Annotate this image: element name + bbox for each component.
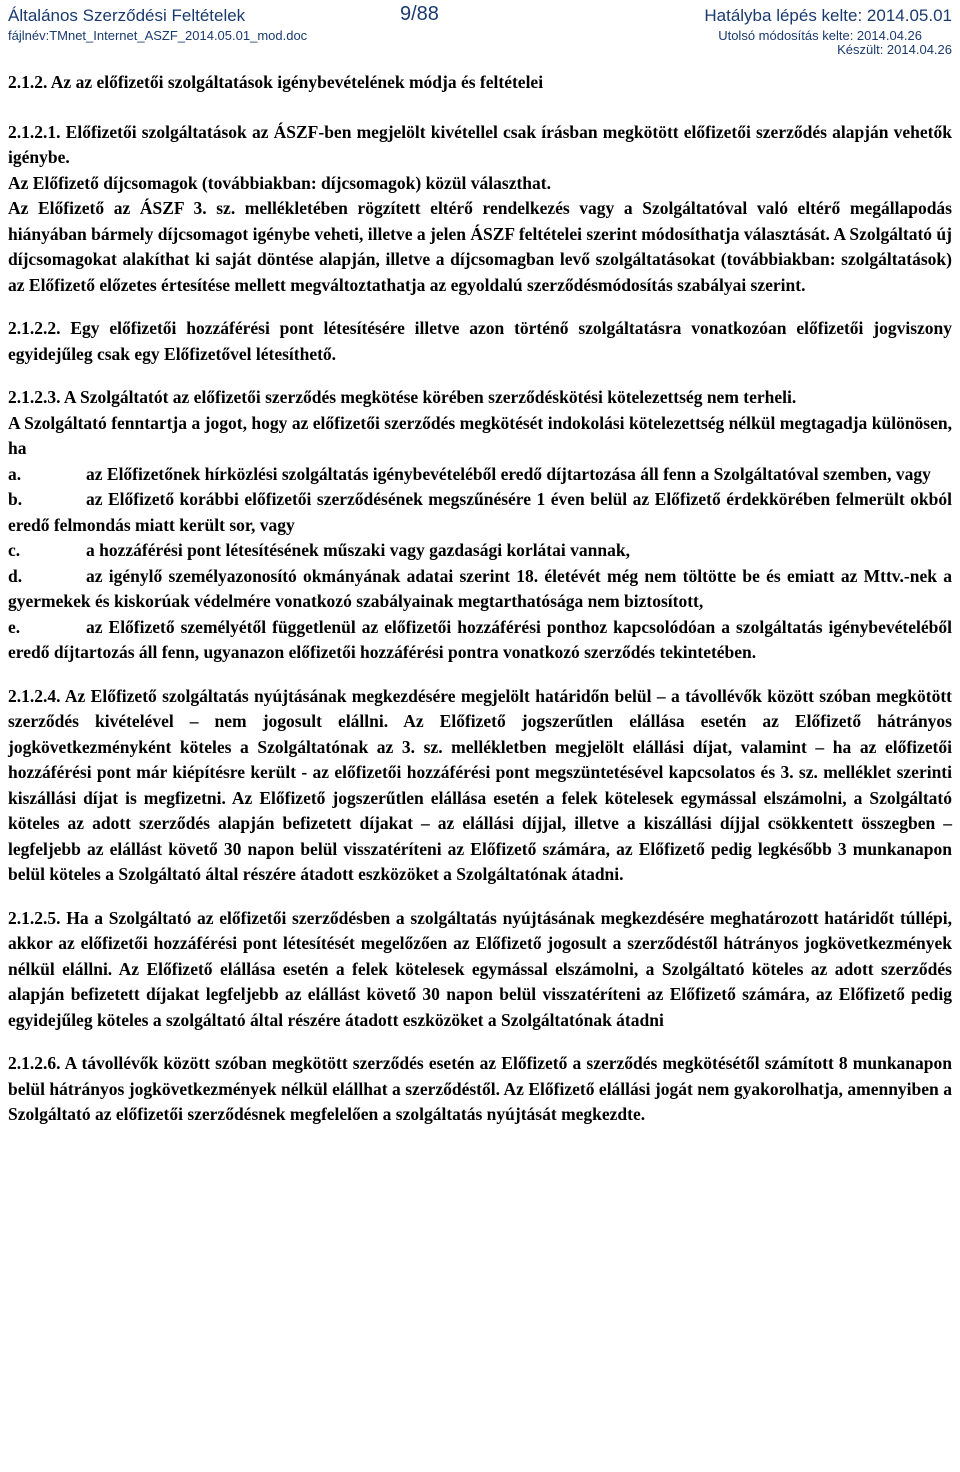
clause-2-1-2-5: 2.1.2.5. Ha a Szolgáltató az előfizetői szerződésben a szolgáltatás nyújtásának megkezdésére meghatározott határidőt túllépi, akkor az előfizetői hozzáférési pont létesítését megelőzően az Előfizető jogosult a szerződéstől hátrányos jogkövetkezmények nélkül elállni. Az Előfizető elállása esetén a felek kötelesek egymással elszámolni, a Szolgáltató köteles az adott szerződés alapján befizetett díjakat legfeljebb az elállást követő 30 napon belül visszatéríteni az Előfizető számára, az Előfizető pedig egyidejűleg köteles a szolgáltató által részére átadott eszközöket a Szolgáltatónak átadni	[8, 907, 952, 1030]
list-item-label: e.	[8, 616, 21, 637]
list-item-label: d.	[8, 565, 23, 586]
created-date: Készült: 2014.04.26	[837, 42, 952, 57]
list-item-label: a.	[8, 463, 22, 484]
clause-2-1-2-4: 2.1.2.4. Az Előfizető szolgáltatás nyújtásának megkezdésére megjelölt határidőn belül – a távollévők között szóban megkötött szerződés kivételével – nem jogosult elállni. Az Előfizető jogszerűtlen elállása esetén az Előfizető hátrányos jogkövetkezményként köteles a Szolgáltatónak az 3. sz. mellékletben megjelölt elállási díjat, valamint – ha az előfizetői hozzáférési pont már kiépítésre került - az előfizetői hozzáférési pont megszüntetésével kapcsolatos és 3. sz. melléklet szerinti kiszállási díjat is megfizetni. Az Előfizető jogszerűtlen elállása esetén a felek kötelesek egymással elszámolni, a Szolgáltató köteles az adott szerződés alapján befizetett díjakat – az elállási díjjal, illetve a kiszállási díjjal csökkentett összegben – legfeljebb az elállást követő 30 napon belül visszatéríteni az Előfizető számára, az Előfizető pedig legkésőbb 3 munkanapon belül köteles a Szolgáltató által részére átadott eszközöket a Szolgáltatónak átadni.	[8, 685, 952, 884]
list-item-text: az igénylő személyazonosító okmányának adatai szerint 18. életévét még nem töltötte be és emiatt az Mttv.-nek a gyermekek és kiskorúak védelmére vonatkozó szabályainak megtarthatósága nem biztosított,	[8, 565, 952, 611]
list-item-text: az Előfizető korábbi előfizetői szerződésének megszűnésére 1 éven belül az Előfizető érdekkörében felmerült okból eredő felmondás miatt került sor, vagy	[8, 489, 952, 535]
clause-2-1-2-2: 2.1.2.2. Egy előfizetői hozzáférési pont létesítésére illetve azon történő szolgáltatásra vonatkozóan előfizetői jogviszony egyidejűleg csak egy Előfizetővel létesíthető.	[8, 318, 952, 364]
effective-date: Hatályba lépés kelte: 2014.05.01	[704, 6, 952, 25]
list-item-text: az Előfizetőnek hírközlési szolgáltatás igénybevételéből eredő díjtartozása áll fenn a Szolgáltatóval szemben, vagy	[86, 463, 931, 484]
page-header	[8, 0, 952, 62]
list-item-label: b.	[8, 489, 23, 509]
modified-date: Utolsó módosítás kelte: 2014.04.26	[718, 28, 922, 43]
list-item-text: az Előfizető személyétől függetlenül az előfizetői hozzáférési ponthoz kapcsolódóan a szolgáltatás igénybevételéből eredő díjtartozás áll fenn, ugyanazon előfizetői hozzáférési pontra vonatkozó szerződés tekintetében.	[8, 616, 952, 662]
list-item	[8, 538, 952, 564]
document-title: Általános Szerződési Feltételek	[8, 6, 246, 25]
list-item	[8, 462, 952, 488]
file-name: fájlnév:TMnet_Internet_ASZF_2014.05.01_mod.doc	[8, 28, 308, 43]
section-heading: 2.1.2. Az az előfizetői szolgáltatások igénybevételének módja és feltételei	[8, 72, 544, 92]
clause-2-1-2-3-line2: A Szolgáltató fenntartja a jogot, hogy az előfizetői szerződés megkötését indokolási kötelezettség nélkül megtagadja különösen, ha	[8, 412, 952, 458]
document-body	[8, 70, 952, 1128]
clause-2-1-2-6: 2.1.2.6. A távollévők között szóban megkötött szerződés esetén az Előfizető a szerződés megkötésétől számított 8 munkanapon belül hátrányos jogkövetkezmények nélkül elállhat a szerződéstől. Az Előfizető elállási jogát nem gyakorolhatja, amennyiben a Szolgáltató az előfizetői szerződésnek megfelelően a szolgáltatás nyújtását megkezdte.	[8, 1053, 952, 1124]
list-item	[8, 564, 952, 615]
list-item-label: c.	[8, 540, 21, 560]
page-number: 9/88	[400, 3, 439, 25]
clause-2-1-2-1: 2.1.2.1. Előfizetői szolgáltatások az ÁSZF-ben megjelölt kivétellel csak írásban megkötött előfizetői szerződés alapján vehetők igénybe.	[8, 121, 952, 167]
list-item-text: a hozzáférési pont létesítésének műszaki vagy gazdasági korlátai vannak,	[86, 540, 630, 560]
list-item	[8, 615, 952, 666]
clause-2-1-2-1-line2: Az Előfizető díjcsomagok (továbbiakban: díjcsomagok) közül választhat.	[8, 172, 551, 193]
clause-2-1-2-1-line3: Az Előfizető az ÁSZF 3. sz. mellékletében rögzített eltérő rendelkezés vagy a Szolgáltatóval való eltérő megállapodás hiányában bármely díjcsomagot igénybe veheti, illetve a jelen ÁSZF feltételei szerint módosíthatja választását. A Szolgáltató új díjcsomagokat alakíthat ki saját döntése alapján, illetve a díjcsomagban levő szolgáltatásokat (továbbiakban: szolgáltatások) az Előfizető előzetes értesítése mellett megváltoztathatja az egyoldalú szerződésmódosítás szabályai szerint.	[8, 198, 952, 295]
list-item	[8, 487, 952, 538]
clause-2-1-2-3: 2.1.2.3. A Szolgáltatót az előfizetői szerződés megkötése körében szerződéskötési kötelezettség nem terheli.	[8, 387, 797, 407]
